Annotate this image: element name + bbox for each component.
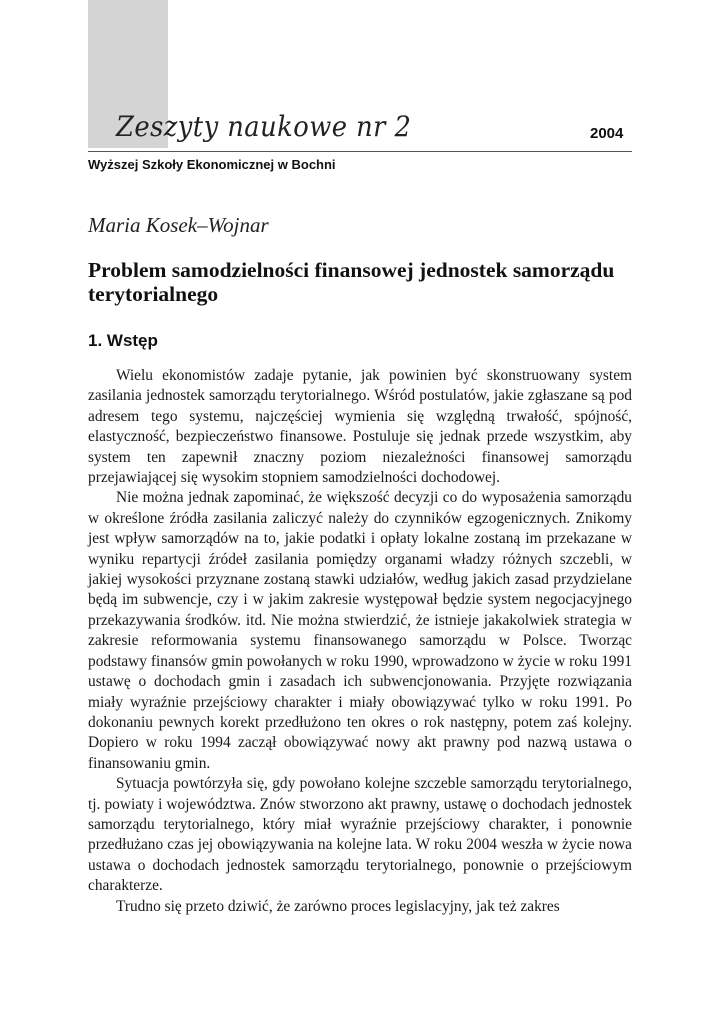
article-author: Maria Kosek–Wojnar: [88, 213, 269, 237]
journal-title: Zeszyty naukowe nr 2: [116, 110, 412, 143]
article-title: Problem samodzielności finansowej jednostek samorządu terytorialnego: [88, 258, 615, 306]
header-divider: [88, 151, 632, 152]
article-body: [88, 366, 632, 917]
paragraph: Nie można jednak zapominać, że większość decyzji co do wyposażenia samorządu w określone źródła zasilania zaliczyć należy do czynników egzogenicznych. Znikomy jest wpływ samorządów na to, jakie podatki i opłaty lokalne zostaną im przekazane w wyniku repartycji źródeł zasilania pomiędzy organami władzy różnych szczebli, w jakiej wysokości przyznane zostaną stawki udziałów, według jakich zasad przydzielane będą im subwencje, czy i w jakim zakresie występował będzie system negocjacyjnego przekazywania środków. itd. Nie można stwierdzić, że istnieje jakakolwiek strategia w zakresie reformowania systemu finansowanego samorządu w Polsce. Tworząc podstawy finansów gmin powołanych w roku 1990, wprowadzono w życie w roku 1991 ustawę o dochodach gmin i zasadach ich subwencjonowania. Przyjęte rozwiązania miały wyraźnie przejściowy charakter i miały obowiązywać tylko w roku 1991. Po dokonaniu pewnych korekt przedłużono ten okres o rok następny, potem zaś kolejny. Dopiero w roku 1994 zaczął obowiązywać nowy akt prawny pod nazwą ustawa o finansowaniu gmin.: [88, 489, 632, 772]
paragraph: Sytuacja powtórzyła się, gdy powołano kolejne szczeble samorządu terytorialnego, tj. powiaty i województwa. Znów stworzono akt prawny, ustawę o dochodach jednostek samorządu terytorialnego, który miał wyraźnie przejściowy charakter, i ponownie przedłużano czas jej obowiązywania na kolejne lata. W roku 2004 weszła w życie nowa ustawa o dochodach jednostek samorządu terytorialnego, ponownie o przejściowym charakterze.: [88, 775, 632, 895]
paragraph: Trudno się przeto dziwić, że zarówno proces legislacyjny, jak też zakres: [116, 897, 560, 915]
school-name: Wyższej Szkoły Ekonomicznej w Bochni: [88, 157, 336, 172]
section-heading: 1. Wstęp: [88, 331, 158, 350]
journal-year: 2004: [590, 125, 624, 142]
paragraph: Wielu ekonomistów zadaje pytanie, jak powinien być skonstruowany system zasilania jednostek samorządu terytorialnego. Wśród postulatów, jakie zgłaszane są pod adresem tego systemu, najczęściej wymienia się względną trwałość, spójność, elastyczność, bezpieczeństwo finansowe. Postuluje się jednak przede wszystkim, aby system ten zapewnił znaczny poziom niezależności finansowej samorządu przejawiającej się wysokim stopniem samodzielności dochodowej.: [88, 367, 632, 487]
